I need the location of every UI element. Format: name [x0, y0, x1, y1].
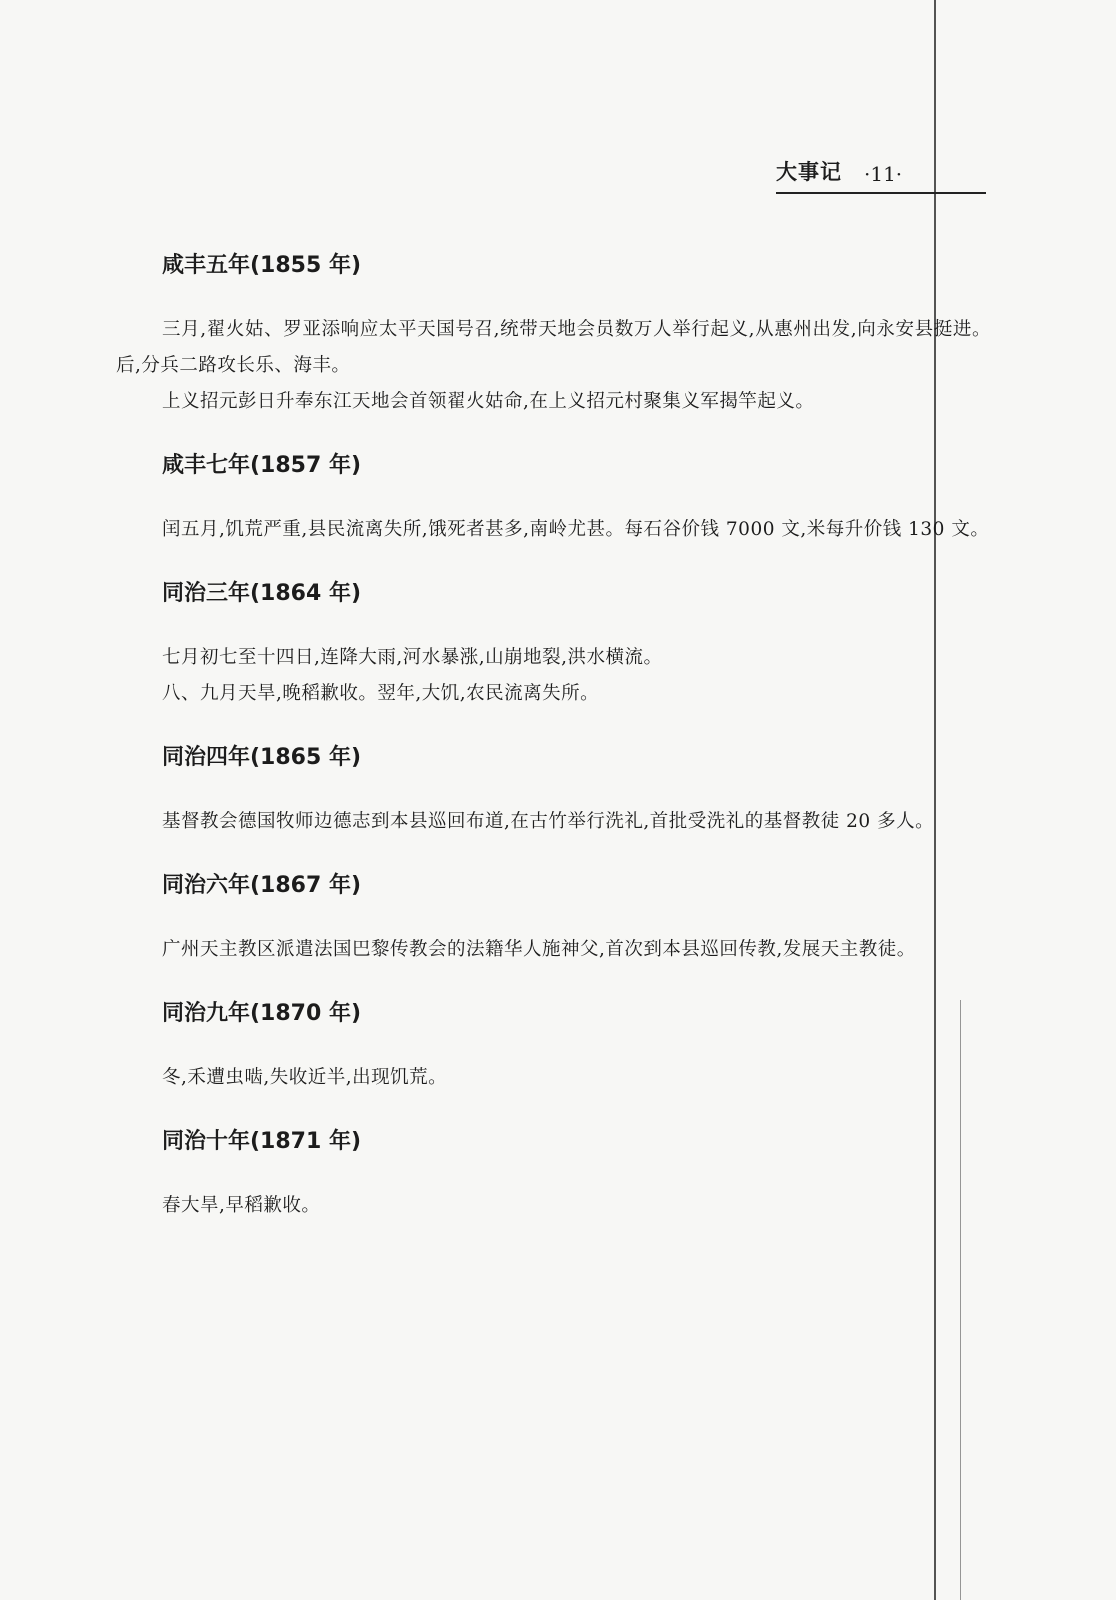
- entry-1864: [116, 576, 991, 712]
- entry-paragraph: 七月初七至十四日,连降大雨,河水暴涨,山崩地裂,洪水横流。: [162, 647, 663, 668]
- entry-paragraph: 上义招元彭日升奉东江天地会首领翟火姑命,在上义招元村聚集义军揭竿起义。: [162, 391, 815, 412]
- page-content: [116, 248, 991, 1224]
- entry-1855: [116, 248, 991, 420]
- entry-1870: [116, 996, 991, 1096]
- entry-1871: [116, 1124, 991, 1224]
- entry-1857: [116, 448, 991, 548]
- entry-heading: 咸丰五年(1855 年): [162, 253, 361, 278]
- entry-paragraph: 冬,禾遭虫啮,失收近半,出现饥荒。: [162, 1067, 448, 1088]
- entry-heading: 同治九年(1870 年): [162, 1001, 361, 1026]
- running-header: [776, 158, 986, 194]
- entry-paragraph: 春大旱,早稻歉收。: [162, 1195, 321, 1216]
- entry-paragraph: 基督教会德国牧师边德志到本县巡回布道,在古竹举行洗礼,首批受洗礼的基督教徒 20 多人。: [162, 811, 935, 832]
- entry-heading: 同治十年(1871 年): [162, 1129, 361, 1154]
- entry-paragraph: 闰五月,饥荒严重,县民流离失所,饿死者甚多,南岭尤甚。每石谷价钱 7000 文,米每升价钱 130 文。: [162, 519, 990, 540]
- entry-heading: 咸丰七年(1857 年): [162, 453, 361, 478]
- running-header-title: 大事记: [776, 160, 842, 184]
- entry-heading: 同治四年(1865 年): [162, 745, 361, 770]
- page-number: ·11·: [864, 162, 903, 186]
- entry-paragraph: 三月,翟火姑、罗亚添响应太平天国号召,统带天地会员数万人举行起义,从惠州出发,向永安县挺进。后,分兵二路攻长乐、海丰。: [116, 319, 991, 376]
- entry-heading: 同治六年(1867 年): [162, 873, 361, 898]
- entry-1867: [116, 868, 991, 968]
- entry-paragraph: 广州天主教区派遣法国巴黎传教会的法籍华人施神父,首次到本县巡回传教,发展天主教徒。: [162, 939, 916, 960]
- entry-paragraph: 八、九月天旱,晚稻歉收。翌年,大饥,农民流离失所。: [162, 683, 600, 704]
- entry-heading: 同治三年(1864 年): [162, 581, 361, 606]
- entry-1865: [116, 740, 991, 840]
